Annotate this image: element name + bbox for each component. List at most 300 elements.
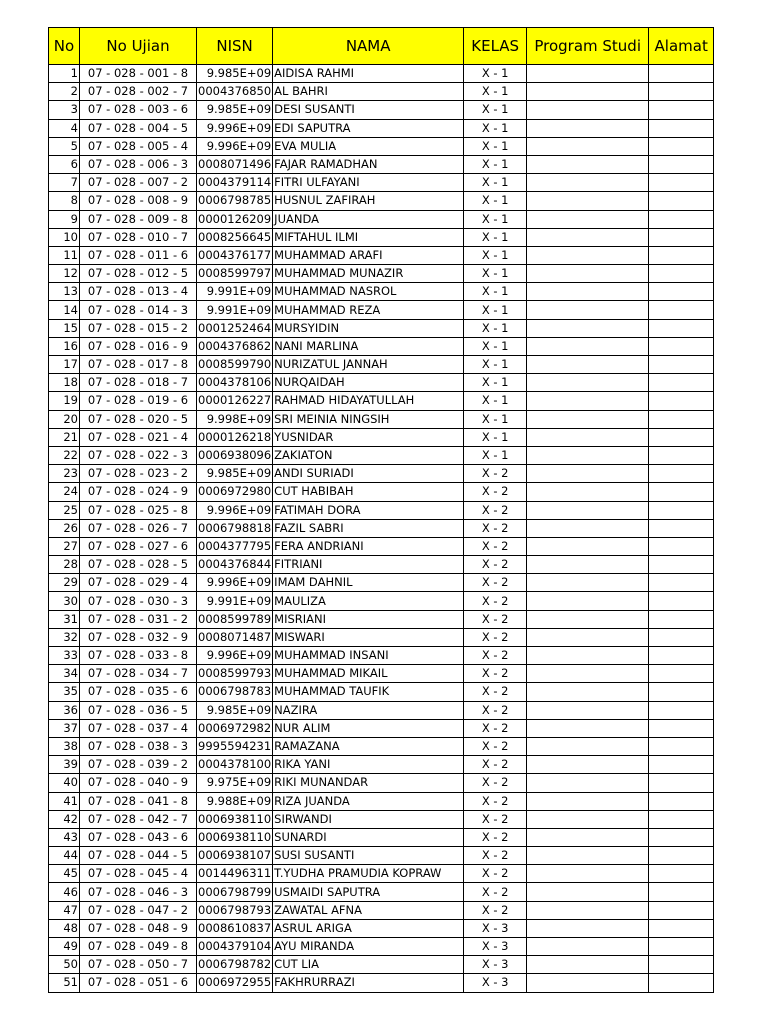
cell-no-ujian[interactable]: 07 - 028 - 020 - 5 [80, 410, 197, 428]
cell-alamat[interactable] [649, 465, 714, 483]
cell-kelas[interactable]: X - 2 [464, 774, 527, 792]
cell-nama[interactable]: CUT HABIBAH [273, 483, 464, 501]
cell-kelas[interactable]: X - 1 [464, 210, 527, 228]
cell-no[interactable]: 31 [49, 610, 80, 628]
cell-no[interactable]: 15 [49, 319, 80, 337]
cell-kelas[interactable]: X - 1 [464, 119, 527, 137]
cell-nama[interactable]: USMAIDI SAPUTRA [273, 883, 464, 901]
cell-program-studi[interactable] [527, 556, 649, 574]
cell-no-ujian[interactable]: 07 - 028 - 035 - 6 [80, 683, 197, 701]
cell-kelas[interactable]: X - 2 [464, 501, 527, 519]
cell-alamat[interactable] [649, 537, 714, 555]
cell-kelas[interactable]: X - 3 [464, 938, 527, 956]
cell-nisn[interactable]: 0004377795 [197, 537, 273, 555]
cell-no-ujian[interactable]: 07 - 028 - 034 - 7 [80, 665, 197, 683]
cell-nama[interactable]: MIFTAHUL ILMI [273, 228, 464, 246]
cell-no[interactable]: 32 [49, 628, 80, 646]
cell-kelas[interactable]: X - 2 [464, 810, 527, 828]
cell-nisn[interactable]: 0004376850 [197, 83, 273, 101]
cell-no[interactable]: 46 [49, 883, 80, 901]
cell-no-ujian[interactable]: 07 - 028 - 043 - 6 [80, 828, 197, 846]
cell-no[interactable]: 17 [49, 356, 80, 374]
cell-no-ujian[interactable]: 07 - 028 - 027 - 6 [80, 537, 197, 555]
cell-nisn[interactable]: 0000126227 [197, 392, 273, 410]
cell-kelas[interactable]: X - 1 [464, 83, 527, 101]
cell-program-studi[interactable] [527, 465, 649, 483]
cell-program-studi[interactable] [527, 737, 649, 755]
cell-no[interactable]: 5 [49, 137, 80, 155]
cell-no-ujian[interactable]: 07 - 028 - 022 - 3 [80, 446, 197, 464]
cell-nama[interactable]: MISWARI [273, 628, 464, 646]
cell-alamat[interactable] [649, 519, 714, 537]
cell-program-studi[interactable] [527, 83, 649, 101]
cell-no[interactable]: 47 [49, 901, 80, 919]
cell-nama[interactable]: EVA MULIA [273, 137, 464, 155]
cell-nama[interactable]: AIDISA RAHMI [273, 65, 464, 83]
cell-nisn[interactable]: 0004376844 [197, 556, 273, 574]
cell-nama[interactable]: T.YUDHA PRAMUDIA KOPRAW [273, 865, 464, 883]
cell-kelas[interactable]: X - 2 [464, 628, 527, 646]
cell-alamat[interactable] [649, 883, 714, 901]
cell-nisn[interactable]: 0006938110 [197, 810, 273, 828]
cell-alamat[interactable] [649, 628, 714, 646]
cell-alamat[interactable] [649, 865, 714, 883]
header-no-ujian[interactable]: No Ujian [80, 28, 197, 65]
cell-no-ujian[interactable]: 07 - 028 - 018 - 7 [80, 374, 197, 392]
cell-nisn[interactable]: 0006938096 [197, 446, 273, 464]
cell-nama[interactable]: RAMAZANA [273, 737, 464, 755]
cell-nama[interactable]: JUANDA [273, 210, 464, 228]
cell-nisn[interactable]: 0004376862 [197, 337, 273, 355]
cell-no[interactable]: 12 [49, 265, 80, 283]
cell-kelas[interactable]: X - 1 [464, 446, 527, 464]
cell-program-studi[interactable] [527, 574, 649, 592]
cell-program-studi[interactable] [527, 137, 649, 155]
cell-nama[interactable]: YUSNIDAR [273, 428, 464, 446]
cell-nama[interactable]: FERA ANDRIANI [273, 537, 464, 555]
cell-no[interactable]: 38 [49, 737, 80, 755]
cell-nisn[interactable]: 0008071496 [197, 155, 273, 173]
cell-nisn[interactable]: 9.991E+09 [197, 592, 273, 610]
cell-nisn[interactable]: 0004379114 [197, 174, 273, 192]
cell-alamat[interactable] [649, 101, 714, 119]
cell-kelas[interactable]: X - 2 [464, 465, 527, 483]
cell-no[interactable]: 27 [49, 537, 80, 555]
cell-program-studi[interactable] [527, 647, 649, 665]
cell-nisn[interactable]: 9.996E+09 [197, 119, 273, 137]
cell-alamat[interactable] [649, 501, 714, 519]
cell-program-studi[interactable] [527, 810, 649, 828]
cell-program-studi[interactable] [527, 446, 649, 464]
cell-kelas[interactable]: X - 2 [464, 483, 527, 501]
cell-no[interactable]: 8 [49, 192, 80, 210]
cell-program-studi[interactable] [527, 246, 649, 264]
cell-no-ujian[interactable]: 07 - 028 - 003 - 6 [80, 101, 197, 119]
cell-nisn[interactable]: 0006798799 [197, 883, 273, 901]
cell-alamat[interactable] [649, 319, 714, 337]
header-kelas[interactable]: KELAS [464, 28, 527, 65]
cell-no[interactable]: 2 [49, 83, 80, 101]
cell-nisn[interactable]: 9.996E+09 [197, 574, 273, 592]
cell-no[interactable]: 26 [49, 519, 80, 537]
cell-alamat[interactable] [649, 428, 714, 446]
cell-no-ujian[interactable]: 07 - 028 - 001 - 8 [80, 65, 197, 83]
cell-nisn[interactable]: 0006798783 [197, 683, 273, 701]
cell-alamat[interactable] [649, 356, 714, 374]
cell-no-ujian[interactable]: 07 - 028 - 014 - 3 [80, 301, 197, 319]
cell-no[interactable]: 36 [49, 701, 80, 719]
cell-program-studi[interactable] [527, 301, 649, 319]
cell-no-ujian[interactable]: 07 - 028 - 005 - 4 [80, 137, 197, 155]
cell-nama[interactable]: RIZA JUANDA [273, 792, 464, 810]
cell-alamat[interactable] [649, 828, 714, 846]
cell-nisn[interactable]: 0004379104 [197, 938, 273, 956]
cell-no[interactable]: 39 [49, 756, 80, 774]
header-nisn[interactable]: NISN [197, 28, 273, 65]
cell-nama[interactable]: CUT LIA [273, 956, 464, 974]
cell-nama[interactable]: FAKHRURRAZI [273, 974, 464, 992]
cell-no-ujian[interactable]: 07 - 028 - 011 - 6 [80, 246, 197, 264]
cell-kelas[interactable]: X - 2 [464, 665, 527, 683]
cell-nama[interactable]: FITRIANI [273, 556, 464, 574]
cell-nisn[interactable]: 0006798782 [197, 956, 273, 974]
cell-no[interactable]: 43 [49, 828, 80, 846]
cell-alamat[interactable] [649, 192, 714, 210]
cell-no[interactable]: 16 [49, 337, 80, 355]
cell-no[interactable]: 28 [49, 556, 80, 574]
cell-kelas[interactable]: X - 2 [464, 701, 527, 719]
header-no[interactable]: No [49, 28, 80, 65]
cell-no-ujian[interactable]: 07 - 028 - 038 - 3 [80, 737, 197, 755]
cell-kelas[interactable]: X - 2 [464, 574, 527, 592]
cell-no-ujian[interactable]: 07 - 028 - 007 - 2 [80, 174, 197, 192]
cell-no[interactable]: 3 [49, 101, 80, 119]
cell-no-ujian[interactable]: 07 - 028 - 040 - 9 [80, 774, 197, 792]
cell-kelas[interactable]: X - 2 [464, 537, 527, 555]
cell-kelas[interactable]: X - 1 [464, 319, 527, 337]
cell-kelas[interactable]: X - 1 [464, 337, 527, 355]
cell-kelas[interactable]: X - 1 [464, 155, 527, 173]
cell-alamat[interactable] [649, 774, 714, 792]
cell-alamat[interactable] [649, 337, 714, 355]
cell-program-studi[interactable] [527, 155, 649, 173]
cell-no-ujian[interactable]: 07 - 028 - 024 - 9 [80, 483, 197, 501]
cell-no[interactable]: 50 [49, 956, 80, 974]
cell-nama[interactable]: MUHAMMAD TAUFIK [273, 683, 464, 701]
cell-program-studi[interactable] [527, 392, 649, 410]
cell-program-studi[interactable] [527, 319, 649, 337]
cell-kelas[interactable]: X - 1 [464, 428, 527, 446]
cell-kelas[interactable]: X - 1 [464, 374, 527, 392]
cell-nama[interactable]: NUR ALIM [273, 719, 464, 737]
cell-nisn[interactable]: 0006938107 [197, 847, 273, 865]
cell-nama[interactable]: SUNARDI [273, 828, 464, 846]
cell-no[interactable]: 42 [49, 810, 80, 828]
cell-kelas[interactable]: X - 1 [464, 192, 527, 210]
cell-no[interactable]: 10 [49, 228, 80, 246]
header-nama[interactable]: NAMA [273, 28, 464, 65]
cell-nisn[interactable]: 9.985E+09 [197, 701, 273, 719]
cell-no[interactable]: 24 [49, 483, 80, 501]
cell-kelas[interactable]: X - 2 [464, 901, 527, 919]
cell-nisn[interactable]: 0008256645 [197, 228, 273, 246]
cell-nisn[interactable]: 0006972982 [197, 719, 273, 737]
cell-alamat[interactable] [649, 574, 714, 592]
cell-nisn[interactable]: 9.991E+09 [197, 301, 273, 319]
cell-nama[interactable]: MISRIANI [273, 610, 464, 628]
cell-alamat[interactable] [649, 392, 714, 410]
cell-nisn[interactable]: 9.988E+09 [197, 792, 273, 810]
cell-nisn[interactable]: 9.996E+09 [197, 137, 273, 155]
cell-nama[interactable]: RAHMAD HIDAYATULLAH [273, 392, 464, 410]
cell-no[interactable]: 44 [49, 847, 80, 865]
cell-nisn[interactable]: 9.998E+09 [197, 410, 273, 428]
cell-alamat[interactable] [649, 65, 714, 83]
cell-no-ujian[interactable]: 07 - 028 - 037 - 4 [80, 719, 197, 737]
cell-nisn[interactable]: 0000126209 [197, 210, 273, 228]
cell-alamat[interactable] [649, 683, 714, 701]
cell-program-studi[interactable] [527, 610, 649, 628]
cell-alamat[interactable] [649, 265, 714, 283]
cell-no-ujian[interactable]: 07 - 028 - 032 - 9 [80, 628, 197, 646]
cell-program-studi[interactable] [527, 938, 649, 956]
cell-no-ujian[interactable]: 07 - 028 - 019 - 6 [80, 392, 197, 410]
cell-alamat[interactable] [649, 974, 714, 992]
cell-no-ujian[interactable]: 07 - 028 - 016 - 9 [80, 337, 197, 355]
cell-program-studi[interactable] [527, 828, 649, 846]
cell-program-studi[interactable] [527, 356, 649, 374]
cell-nisn[interactable]: 0006798793 [197, 901, 273, 919]
cell-alamat[interactable] [649, 556, 714, 574]
cell-alamat[interactable] [649, 283, 714, 301]
cell-program-studi[interactable] [527, 174, 649, 192]
cell-no-ujian[interactable]: 07 - 028 - 023 - 2 [80, 465, 197, 483]
cell-no-ujian[interactable]: 07 - 028 - 033 - 8 [80, 647, 197, 665]
cell-no[interactable]: 45 [49, 865, 80, 883]
cell-program-studi[interactable] [527, 847, 649, 865]
cell-alamat[interactable] [649, 810, 714, 828]
cell-no-ujian[interactable]: 07 - 028 - 008 - 9 [80, 192, 197, 210]
cell-nisn[interactable]: 0006798785 [197, 192, 273, 210]
cell-no-ujian[interactable]: 07 - 028 - 044 - 5 [80, 847, 197, 865]
cell-nisn[interactable]: 9.985E+09 [197, 465, 273, 483]
cell-alamat[interactable] [649, 847, 714, 865]
cell-nama[interactable]: SIRWANDI [273, 810, 464, 828]
cell-no-ujian[interactable]: 07 - 028 - 047 - 2 [80, 901, 197, 919]
cell-program-studi[interactable] [527, 501, 649, 519]
cell-kelas[interactable]: X - 2 [464, 865, 527, 883]
cell-kelas[interactable]: X - 2 [464, 847, 527, 865]
cell-nisn[interactable]: 9.975E+09 [197, 774, 273, 792]
cell-nama[interactable]: RIKI MUNANDAR [273, 774, 464, 792]
cell-program-studi[interactable] [527, 756, 649, 774]
cell-no[interactable]: 18 [49, 374, 80, 392]
cell-kelas[interactable]: X - 1 [464, 246, 527, 264]
cell-no[interactable]: 35 [49, 683, 80, 701]
cell-kelas[interactable]: X - 1 [464, 301, 527, 319]
cell-kelas[interactable]: X - 1 [464, 410, 527, 428]
cell-program-studi[interactable] [527, 865, 649, 883]
cell-nama[interactable]: MAULIZA [273, 592, 464, 610]
cell-kelas[interactable]: X - 1 [464, 283, 527, 301]
cell-program-studi[interactable] [527, 537, 649, 555]
cell-nama[interactable]: FITRI ULFAYANI [273, 174, 464, 192]
cell-nisn[interactable]: 0008599790 [197, 356, 273, 374]
cell-alamat[interactable] [649, 446, 714, 464]
cell-nama[interactable]: EDI SAPUTRA [273, 119, 464, 137]
cell-kelas[interactable]: X - 2 [464, 519, 527, 537]
header-program-studi[interactable]: Program Studi [527, 28, 649, 65]
cell-nama[interactable]: AL BAHRI [273, 83, 464, 101]
cell-no-ujian[interactable]: 07 - 028 - 026 - 7 [80, 519, 197, 537]
cell-alamat[interactable] [649, 228, 714, 246]
cell-nama[interactable]: MUHAMMAD NASROL [273, 283, 464, 301]
cell-program-studi[interactable] [527, 628, 649, 646]
cell-no[interactable]: 6 [49, 155, 80, 173]
cell-alamat[interactable] [649, 938, 714, 956]
cell-no-ujian[interactable]: 07 - 028 - 051 - 6 [80, 974, 197, 992]
cell-no[interactable]: 1 [49, 65, 80, 83]
cell-no[interactable]: 51 [49, 974, 80, 992]
cell-nama[interactable]: MUHAMMAD ARAFI [273, 246, 464, 264]
cell-nama[interactable]: SRI MEINIA NINGSIH [273, 410, 464, 428]
cell-no-ujian[interactable]: 07 - 028 - 004 - 5 [80, 119, 197, 137]
cell-no-ujian[interactable]: 07 - 028 - 009 - 8 [80, 210, 197, 228]
cell-nisn[interactable]: 0006798818 [197, 519, 273, 537]
cell-no-ujian[interactable]: 07 - 028 - 048 - 9 [80, 919, 197, 937]
cell-program-studi[interactable] [527, 919, 649, 937]
cell-no[interactable]: 30 [49, 592, 80, 610]
cell-alamat[interactable] [649, 610, 714, 628]
cell-kelas[interactable]: X - 2 [464, 592, 527, 610]
cell-kelas[interactable]: X - 2 [464, 737, 527, 755]
cell-no[interactable]: 14 [49, 301, 80, 319]
cell-no-ujian[interactable]: 07 - 028 - 015 - 2 [80, 319, 197, 337]
cell-alamat[interactable] [649, 956, 714, 974]
cell-nama[interactable]: MURSYIDIN [273, 319, 464, 337]
cell-no-ujian[interactable]: 07 - 028 - 030 - 3 [80, 592, 197, 610]
cell-program-studi[interactable] [527, 119, 649, 137]
cell-program-studi[interactable] [527, 774, 649, 792]
cell-kelas[interactable]: X - 1 [464, 228, 527, 246]
cell-nisn[interactable]: 0004378106 [197, 374, 273, 392]
cell-no-ujian[interactable]: 07 - 028 - 045 - 4 [80, 865, 197, 883]
cell-nama[interactable]: NANI MARLINA [273, 337, 464, 355]
cell-no-ujian[interactable]: 07 - 028 - 042 - 7 [80, 810, 197, 828]
header-alamat[interactable]: Alamat [649, 28, 714, 65]
cell-program-studi[interactable] [527, 428, 649, 446]
cell-program-studi[interactable] [527, 519, 649, 537]
cell-no-ujian[interactable]: 07 - 028 - 050 - 7 [80, 956, 197, 974]
cell-kelas[interactable]: X - 1 [464, 265, 527, 283]
cell-program-studi[interactable] [527, 701, 649, 719]
cell-no-ujian[interactable]: 07 - 028 - 028 - 5 [80, 556, 197, 574]
cell-alamat[interactable] [649, 719, 714, 737]
cell-no[interactable]: 29 [49, 574, 80, 592]
cell-program-studi[interactable] [527, 265, 649, 283]
cell-nama[interactable]: DESI SUSANTI [273, 101, 464, 119]
cell-program-studi[interactable] [527, 337, 649, 355]
cell-no[interactable]: 13 [49, 283, 80, 301]
cell-kelas[interactable]: X - 2 [464, 883, 527, 901]
cell-no[interactable]: 9 [49, 210, 80, 228]
cell-nama[interactable]: ANDI SURIADI [273, 465, 464, 483]
cell-nisn[interactable]: 0008599793 [197, 665, 273, 683]
cell-kelas[interactable]: X - 1 [464, 65, 527, 83]
cell-no-ujian[interactable]: 07 - 028 - 006 - 3 [80, 155, 197, 173]
cell-no-ujian[interactable]: 07 - 028 - 025 - 8 [80, 501, 197, 519]
cell-program-studi[interactable] [527, 683, 649, 701]
cell-nama[interactable]: ZAKIATON [273, 446, 464, 464]
cell-kelas[interactable]: X - 1 [464, 392, 527, 410]
cell-no-ujian[interactable]: 07 - 028 - 041 - 8 [80, 792, 197, 810]
cell-nama[interactable]: NURIZATUL JANNAH [273, 356, 464, 374]
cell-nisn[interactable]: 0008599789 [197, 610, 273, 628]
cell-alamat[interactable] [649, 83, 714, 101]
cell-no[interactable]: 11 [49, 246, 80, 264]
cell-kelas[interactable]: X - 1 [464, 101, 527, 119]
cell-no[interactable]: 7 [49, 174, 80, 192]
cell-nama[interactable]: RIKA YANI [273, 756, 464, 774]
cell-nisn[interactable]: 9.985E+09 [197, 65, 273, 83]
cell-kelas[interactable]: X - 2 [464, 610, 527, 628]
cell-nisn[interactable]: 9.991E+09 [197, 283, 273, 301]
cell-alamat[interactable] [649, 210, 714, 228]
cell-program-studi[interactable] [527, 210, 649, 228]
cell-alamat[interactable] [649, 737, 714, 755]
cell-nisn[interactable]: 0008071487 [197, 628, 273, 646]
cell-nama[interactable]: MUHAMMAD REZA [273, 301, 464, 319]
cell-alamat[interactable] [649, 901, 714, 919]
cell-no[interactable]: 34 [49, 665, 80, 683]
cell-alamat[interactable] [649, 919, 714, 937]
cell-nisn[interactable]: 9.985E+09 [197, 101, 273, 119]
cell-nisn[interactable]: 0006972955 [197, 974, 273, 992]
cell-kelas[interactable]: X - 1 [464, 137, 527, 155]
cell-no-ujian[interactable]: 07 - 028 - 039 - 2 [80, 756, 197, 774]
cell-program-studi[interactable] [527, 719, 649, 737]
cell-program-studi[interactable] [527, 410, 649, 428]
cell-no[interactable]: 49 [49, 938, 80, 956]
cell-no-ujian[interactable]: 07 - 028 - 049 - 8 [80, 938, 197, 956]
cell-no-ujian[interactable]: 07 - 028 - 046 - 3 [80, 883, 197, 901]
cell-kelas[interactable]: X - 3 [464, 956, 527, 974]
cell-no-ujian[interactable]: 07 - 028 - 029 - 4 [80, 574, 197, 592]
cell-alamat[interactable] [649, 647, 714, 665]
cell-program-studi[interactable] [527, 192, 649, 210]
cell-alamat[interactable] [649, 483, 714, 501]
cell-nama[interactable]: FAJAR RAMADHAN [273, 155, 464, 173]
cell-no[interactable]: 19 [49, 392, 80, 410]
cell-program-studi[interactable] [527, 974, 649, 992]
cell-program-studi[interactable] [527, 65, 649, 83]
cell-alamat[interactable] [649, 592, 714, 610]
cell-kelas[interactable]: X - 1 [464, 174, 527, 192]
cell-nisn[interactable]: 0000126218 [197, 428, 273, 446]
cell-no-ujian[interactable]: 07 - 028 - 013 - 4 [80, 283, 197, 301]
cell-program-studi[interactable] [527, 956, 649, 974]
cell-no[interactable]: 21 [49, 428, 80, 446]
cell-alamat[interactable] [649, 792, 714, 810]
cell-nama[interactable]: MUHAMMAD MIKAIL [273, 665, 464, 683]
cell-program-studi[interactable] [527, 883, 649, 901]
cell-nama[interactable]: AYU MIRANDA [273, 938, 464, 956]
cell-nama[interactable]: SUSI SUSANTI [273, 847, 464, 865]
cell-program-studi[interactable] [527, 665, 649, 683]
cell-nama[interactable]: MUHAMMAD INSANI [273, 647, 464, 665]
cell-program-studi[interactable] [527, 792, 649, 810]
cell-program-studi[interactable] [527, 283, 649, 301]
